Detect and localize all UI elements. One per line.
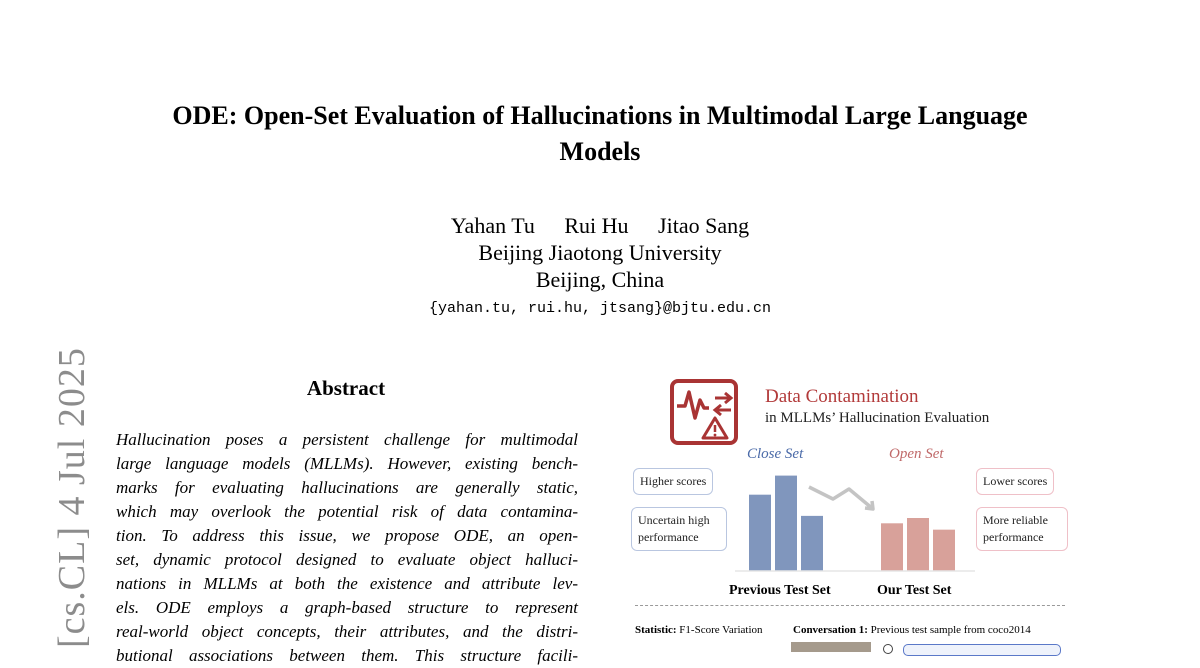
- figure-divider: [635, 605, 1065, 606]
- abstract-heading: Abstract: [306, 376, 386, 400]
- author-name: Jitao Sang: [658, 213, 750, 238]
- statistic-caption: [635, 624, 763, 636]
- abstract-line: Hallucination poses a persistent challenge for multimodal: [116, 430, 578, 449]
- bar-previous-3: [801, 516, 823, 571]
- tag-uncertain-performance: Uncertain high performance: [631, 507, 727, 551]
- abstract-body: [116, 428, 578, 668]
- tag-lower-scores: Lower scores: [976, 468, 1054, 495]
- bar-our-3: [933, 530, 955, 571]
- f1-score-bar-chart: [735, 465, 975, 575]
- author-block: [300, 212, 900, 293]
- chat-bubble: [903, 644, 1061, 656]
- author-name: Yahan Tu: [450, 213, 535, 238]
- bar-previous-1: [749, 495, 771, 571]
- figure-title: Data Contamination: [765, 386, 919, 407]
- user-icon: [883, 644, 893, 654]
- conversation-label: Conversation 1:: [793, 624, 868, 636]
- tag-higher-scores: Higher scores: [633, 468, 713, 495]
- affiliation: Beijing Jiaotong University: [478, 240, 722, 265]
- abstract-line: nations in MLLMs at both the existence and attribute lev-: [116, 574, 578, 593]
- conversation-caption: [793, 624, 1031, 636]
- location: Beijing, China: [535, 267, 665, 292]
- trend-down-arrow-icon: [809, 487, 873, 509]
- close-set-label: Close Set: [747, 446, 804, 462]
- arxiv-stamp: [cs.CL] 4 Jul 2025: [51, 347, 93, 648]
- previous-test-set-label: Previous Test Set: [729, 583, 831, 598]
- bar-previous-2: [775, 476, 797, 571]
- abstract-line: els. ODE employs a graph-based structure to represent: [116, 598, 578, 617]
- statistic-label: Statistic:: [635, 624, 677, 636]
- bar-our-2: [907, 518, 929, 571]
- figure-1: [625, 370, 1075, 648]
- sample-image-thumbnail: [791, 642, 871, 652]
- conversation-text: Previous test sample from coco2014: [870, 624, 1031, 636]
- abstract-line: large language models (MLLMs). However, existing bench-: [116, 454, 578, 473]
- tag-reliable-performance: More reliable performance: [976, 507, 1068, 551]
- paper-title-line-2: Models: [559, 137, 641, 166]
- abstract-line: tion. To address this issue, we propose ODE, an open-: [116, 526, 578, 545]
- figure-subtitle: in MLLMs’ Hallucination Evaluation: [765, 410, 990, 426]
- author-name: Rui Hu: [564, 213, 629, 238]
- bar-our-1: [881, 523, 903, 571]
- paper-title: [100, 98, 1100, 170]
- abstract-line: butional associations between them. This structure facili-: [116, 646, 578, 665]
- abstract-line: which may overlook the potential risk of data contamina-: [116, 502, 578, 521]
- contamination-warning-icon: [669, 378, 739, 446]
- paper-title-line-1: ODE: Open-Set Evaluation of Hallucinations in Multimodal Large Language: [172, 101, 1028, 130]
- open-set-label: Open Set: [889, 446, 944, 462]
- author-names: [300, 212, 900, 239]
- abstract-line: set, dynamic protocol designed to evaluate object halluci-: [116, 550, 578, 569]
- abstract-line: marks for evaluating hallucinations are generally static,: [116, 478, 578, 497]
- author-emails: {yahan.tu, rui.hu, jtsang}@bjtu.edu.cn: [428, 300, 772, 317]
- statistic-text: F1-Score Variation: [679, 624, 763, 636]
- our-test-set-label: Our Test Set: [877, 583, 952, 598]
- abstract-line: real-world object concepts, their attributes, and the distri-: [116, 622, 578, 641]
